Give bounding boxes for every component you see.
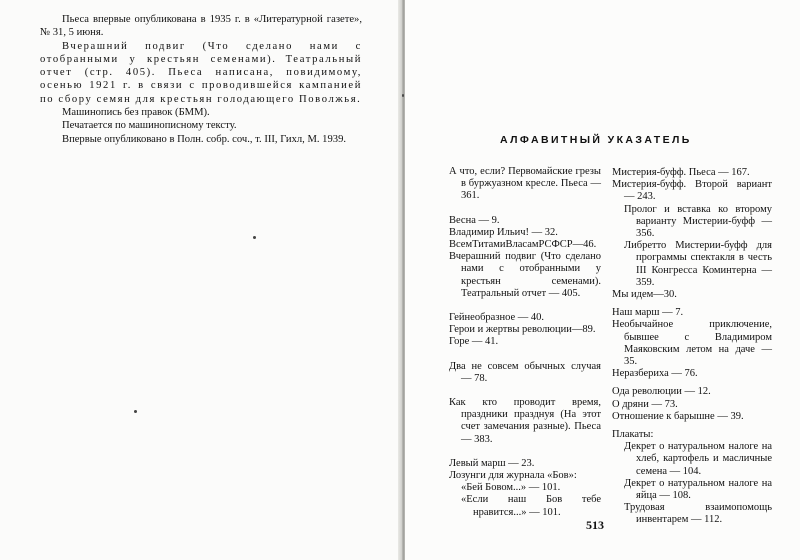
print-speck	[134, 410, 137, 413]
note-first-publication: Впервые опубликовано в Полн. собр. соч., т. III, Гихл, М. 1939.	[62, 133, 347, 145]
index-entry: Ода революции — 12.	[612, 386, 711, 398]
index-entry: Мистерия-буфф. Второй вариант — 243.	[612, 179, 772, 203]
index-subentry: Либретто Мистерии-буфф для программы спектакля в честь III Конгресса Коминтерна — 359.	[624, 240, 772, 288]
commentary-notes	[40, 13, 362, 146]
index-column-a	[449, 166, 601, 519]
note-podvig	[40, 40, 362, 106]
index-entry: Герои и жертвы революции—89.	[449, 324, 596, 336]
index-subentry: Трудовая взаимопомощь инвентарем — 112.	[624, 502, 772, 526]
index-entry: ВсемТитамиВласамРСФСР—46.	[449, 239, 597, 251]
index-entry: Лозунги для журнала «Бов»:	[449, 470, 577, 482]
index-entry: Горе — 41.	[449, 336, 499, 348]
index-subentry: «Если наш Бов тебе нравится...» — 101.	[461, 494, 601, 518]
index-entry: Мы идем—30.	[612, 289, 677, 301]
print-speck	[402, 94, 404, 97]
note-publication: Пьеса впервые опубликована в 1935 г. в «Литературной газете», № 31, 5 июня.	[40, 14, 362, 39]
index-subentry: Декрет о натуральном налоге на яйца — 108.	[624, 477, 772, 502]
index-entry: А что, если? Первомайские грезы в буржуазном кресле. Пьеса — 361.	[449, 166, 601, 202]
index-entry: О дряни — 73.	[612, 398, 678, 410]
index-entry: Необычайное приключение, бывшее с Владимиром Маяковским летом на даче — 35.	[612, 319, 772, 368]
index-entry: Отношение к барышне — 39.	[612, 410, 744, 422]
index-subentry: Декрет о натуральном налоге на хлеб, картофель и масличные семена — 104.	[624, 441, 772, 477]
index-entry: Неразбериха — 76.	[612, 368, 698, 380]
index-entry: Плакаты:	[612, 429, 654, 441]
note-podvig-rest: Театральный отчет (стр. 405). Пьеса написана, повидимому, осенью 1921 г. в связи с проводившейся кампанией по сбору семян для крестьян голодающего Поволжья.	[40, 53, 362, 105]
note-podvig-title: Вчерашний подвиг (Что сделано нами с отобранными у крестьян семенами).	[40, 40, 362, 65]
index-subentry: «Бей Бовом...» — 101.	[461, 482, 561, 494]
index-entry: Владимир Ильич! — 32.	[449, 226, 558, 238]
index-entry: Как кто проводит время, праздники празднуя (На этот счет замечания разные). Пьеса — 383.	[449, 397, 601, 445]
index-column-b	[612, 167, 772, 527]
index-entry: Левый марш — 23.	[449, 457, 535, 469]
index-entry: Наш марш — 7.	[612, 307, 684, 319]
note-bmm: Машинопись без правок (БММ).	[62, 107, 210, 119]
note-print-source: Печатается по машинописному тексту.	[62, 120, 237, 132]
index-entry: Весна — 9.	[449, 214, 500, 226]
index-entry: Вчерашний подвиг (Что сделано нами с отобранными у крестьян семенами). Театральный отчет — 405.	[449, 251, 601, 299]
index-title: АЛФАВИТНЫЙ УКАЗАТЕЛЬ	[500, 134, 692, 146]
index-entry: Два не совсем обычных случая — 78.	[449, 360, 601, 384]
index-subentry: Пролог и вставка ко второму варианту Мистерии-буфф — 356.	[624, 203, 772, 240]
index-entry: Гейнеобразное — 40.	[449, 312, 545, 324]
page-number: 513	[586, 518, 604, 532]
print-speck	[253, 236, 256, 239]
index-entry: Мистерия-буфф. Пьеса — 167.	[612, 167, 750, 178]
